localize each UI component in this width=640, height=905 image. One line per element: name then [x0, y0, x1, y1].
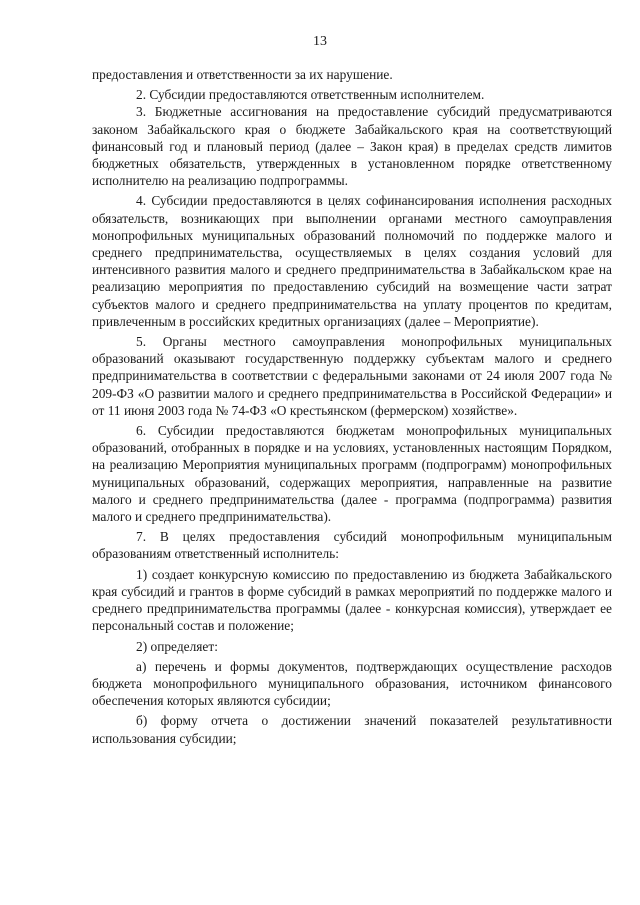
- paragraph-item-5: 5. Органы местного самоуправления монопрофильных муниципальных образований оказывают государственную поддержку субъектам малого и среднего предпринимательства в соответствии с федеральными законами от 24 июля 2007 года № 209-ФЗ «О развитии малого и среднего предпринимательства в Российской Федерации» и от 11 июня 2003 года № 74-ФЗ «О крестьянском (фермерском) хозяйстве».: [92, 334, 612, 418]
- paragraph-item-4: 4. Субсидии предоставляются в целях софинансирования исполнения расходных обязательств, возникающих при выполнении органами местного самоуправления монопрофильных муниципальных образований полномочий по поддержке малого и среднего предпринимательства, осуществляемых в целях создания условий для интенсивного развития малого и среднего предпринимательства в Забайкальском крае на реализацию мероприятия по предоставлению субсидий на возмещение части затрат субъектов малого и среднего предпринимательства на уплату процентов по кредитам, привлеченным в российских кредитных организациях (далее – Мероприятие).: [92, 193, 612, 329]
- paragraph-continuation: предоставления и ответственности за их нарушение.: [92, 67, 393, 82]
- paragraph-item-6: 6. Субсидии предоставляются бюджетам монопрофильных муниципальных образований, отобранных в порядке и на условиях, установленных настоящим Порядком, на реализацию Мероприятия муниципальных программ (подпрограмм) монопрофильных муниципальных образований, содержащих мероприятия, направленные на развитие малого и среднего предпринимательства (далее - программа (подпрограмма) развития малого и среднего предпринимательства).: [92, 423, 612, 525]
- paragraph-item-2: 2. Субсидии предоставляются ответственным исполнителем.: [136, 87, 485, 103]
- document-body: [92, 66, 612, 747]
- subitem-a: а) перечень и формы документов, подтверждающих осуществление расходов бюджета монопрофильного муниципального образования, источником финансового обеспечения которых являются субсидии;: [92, 658, 612, 709]
- subitem-b: б) форму отчета о достижении значений показателей результативности использования субсидии;: [92, 713, 612, 746]
- subitem-1: 1) создает конкурсную комиссию по предоставлению из бюджета Забайкальского края субсидий и грантов в форме субсидий в рамках мероприятий по поддержке малого и среднего предпринимательства программы (далее - конкурсная комиссия), утверждает ее персональный состав и положение;: [92, 566, 612, 634]
- paragraph-item-3: 3. Бюджетные ассигнования на предоставление субсидий предусматриваются законом Забайкальского края о бюджете Забайкальского края на соответствующий финансовый год и плановый период (далее – Закон края) в пределах средств лимитов бюджетных обязательств, утвержденных в установленном порядке ответственному исполнителю на реализацию подпрограммы.: [92, 104, 612, 189]
- paragraph-item-7: 7. В целях предоставления субсидий монопрофильным муниципальным образованиям ответственный исполнитель:: [92, 529, 612, 562]
- page-number: 13: [313, 34, 327, 49]
- subitem-2: 2) определяет:: [136, 638, 218, 654]
